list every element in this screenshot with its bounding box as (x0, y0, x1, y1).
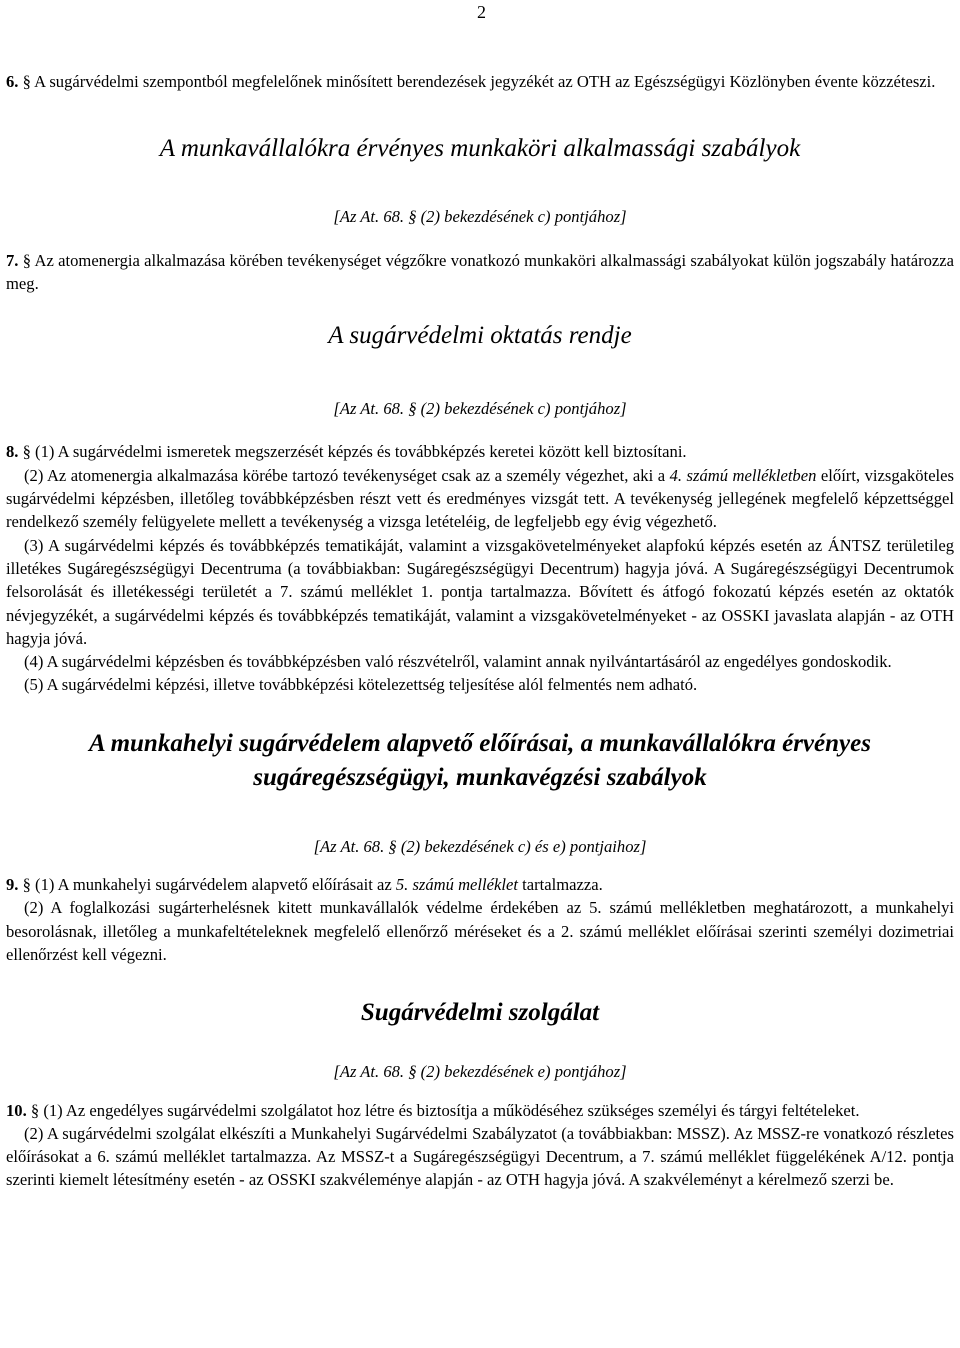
section-number: 9. (6, 875, 19, 895)
section-6 (6, 70, 954, 93)
page-number: 2 (477, 2, 486, 22)
section-sign: § (18, 442, 31, 462)
heading-munkaköri-alkalmassag: A munkavállalókra érvényes munkaköri alkalmassági szabályok (159, 135, 801, 163)
heading-munkahelyi-sugarvedelem: A munkahelyi sugárvédelem alapvető előírásai, a munkavállalókra érvényes sugáregészségügyi, munkavégzési szabályok (89, 729, 871, 791)
section-sign: § (26, 1100, 40, 1120)
section-number: 7. (6, 250, 19, 270)
legal-reference: [Az At. 68. § (2) bekezdésének e) pontjához] (333, 1062, 627, 1082)
heading-sugarvedelmi-szolgalat: Sugárvédelmi szolgálat (360, 999, 600, 1027)
paragraph-text: (1) Az engedélyes sugárvédelmi szolgálatot hoz létre és biztosítja a működéséhez szükséges személyi és tárgyi feltételeket. (39, 1100, 860, 1120)
section-sign: § (18, 250, 32, 270)
legal-reference: [Az At. 68. § (2) bekezdésének c) pontjához] (333, 399, 627, 419)
section-text: A sugárvédelmi szempontból megfelelőnek minősített berendezések jegyzékét az OTH az Egészségügyi Közlönyben évente közzéteszi. (30, 72, 936, 91)
section-sign: § (18, 875, 31, 895)
section-8-para-5: (5) A sugárvédelmi képzési, illetve továbbképzési kötelezettség teljesítése alól felmentés nem adható. (24, 675, 698, 695)
section-10-para-2: (2) A sugárvédelmi szolgálat elkészíti a Munkahelyi Sugárvédelmi Szabályzatot (a továbbiakban: MSSZ). Az MSSZ-re vonatkozó részletes előírásokat a 6. számú melléklet tartalmazza. Az MSSZ-t a Sugáregészségügyi Decentrum, a 7. számú melléklet függelékének A/12. pontja szerinti kiemelt létesítmény esetén - az OSSKI szakvéleménye alapján - az OTH hagyja jóvá. A szakvéleményt a kérelmező szerzi be. (6, 1123, 954, 1190)
section-sign: § (18, 72, 31, 91)
annex-reference: 4. számú mellékletben (669, 465, 817, 485)
section-8-para-4: (4) A sugárvédelmi képzésben és továbbképzésben való részvételről, valamint annak nyilvántartásáról az engedélyes gondoskodik. (24, 652, 892, 672)
paragraph-text: előírt, vizsgaköteles sugárvédelmi képzésben, illetőleg továbbképzésben részt vett és eredményes vizsgát tett. A tevékenység jellegének megfelelő képzettséggel rendelkező személy felügyelete mellett a tevékenység a vizsga letételéig, de legfeljebb egy évig végezhető. (6, 465, 954, 532)
legal-reference: [Az At. 68. § (2) bekezdésének c) és e) pontjaihoz] (313, 836, 647, 856)
section-10-para-1 (6, 1099, 954, 1122)
section-8-para-1 (6, 440, 954, 463)
section-number: 6. (6, 72, 19, 91)
paragraph-text: (1) A munkahelyi sugárvédelem alapvető előírásait az (30, 875, 396, 895)
section-number: 8. (6, 442, 19, 462)
section-7 (6, 249, 954, 296)
section-text: Az atomenergia alkalmazása körében tevékenységet végzőkre vonatkozó munkaköri alkalmassági szabályokat külön jogszabály határozza meg. (6, 250, 954, 293)
heading-oktatas-rendje: A sugárvédelmi oktatás rendje (328, 322, 632, 350)
annex-reference: 5. számú melléklet (395, 875, 518, 895)
section-9-para-2: (2) A foglalkozási sugárterhelésnek kitett munkavállalók védelme érdekében az 5. számú mellékletben meghatározott, a munkahelyi besorolásnak, illetőleg a munkafeltételeknek megfelelő ellenőrző méréseket és a 2. számú melléklet előírásai szerinti személyi dozimetriai ellenőrzést kell végezni. (6, 898, 954, 964)
paragraph-text: (1) A sugárvédelmi ismeretek megszerzését képzés és továbbképzés keretei között kell biztosítani. (30, 442, 687, 462)
document-body (6, 70, 954, 1192)
section-8-para-3: (3) A sugárvédelmi képzés és továbbképzés tematikáját, valamint a vizsgakövetelményeket alapfokú képzés esetén az ÁNTSZ területileg illetékes Sugáregészségügyi Decentruma (a továbbiakban: Sugáregészségügyi Decentrum) hagyja jóvá. A Sugáregészségügyi Decentrumok felsorolását és illetékességi területét a 7. számú melléklet 1. pontja tartalmazza. Bővített és átfogó fokozatú képzés esetén az oktatók névjegyzékét, a sugárvédelmi képzés és továbbképzés tematikáját, valamint a vizsgakövetelményeket - az OSSKI javaslata alapján - az OTH hagyja jóvá. (6, 535, 954, 648)
section-number: 10. (6, 1100, 27, 1120)
paragraph-text: (2) Az atomenergia alkalmazása körébe tartozó tevékenységet csak az a személy végezhet, aki a (24, 465, 670, 485)
section-9-para-1 (6, 873, 954, 896)
section-8-para-2 (6, 464, 954, 534)
legal-reference: [Az At. 68. § (2) bekezdésének c) pontjához] (333, 207, 627, 227)
paragraph-text: tartalmazza. (517, 875, 603, 895)
